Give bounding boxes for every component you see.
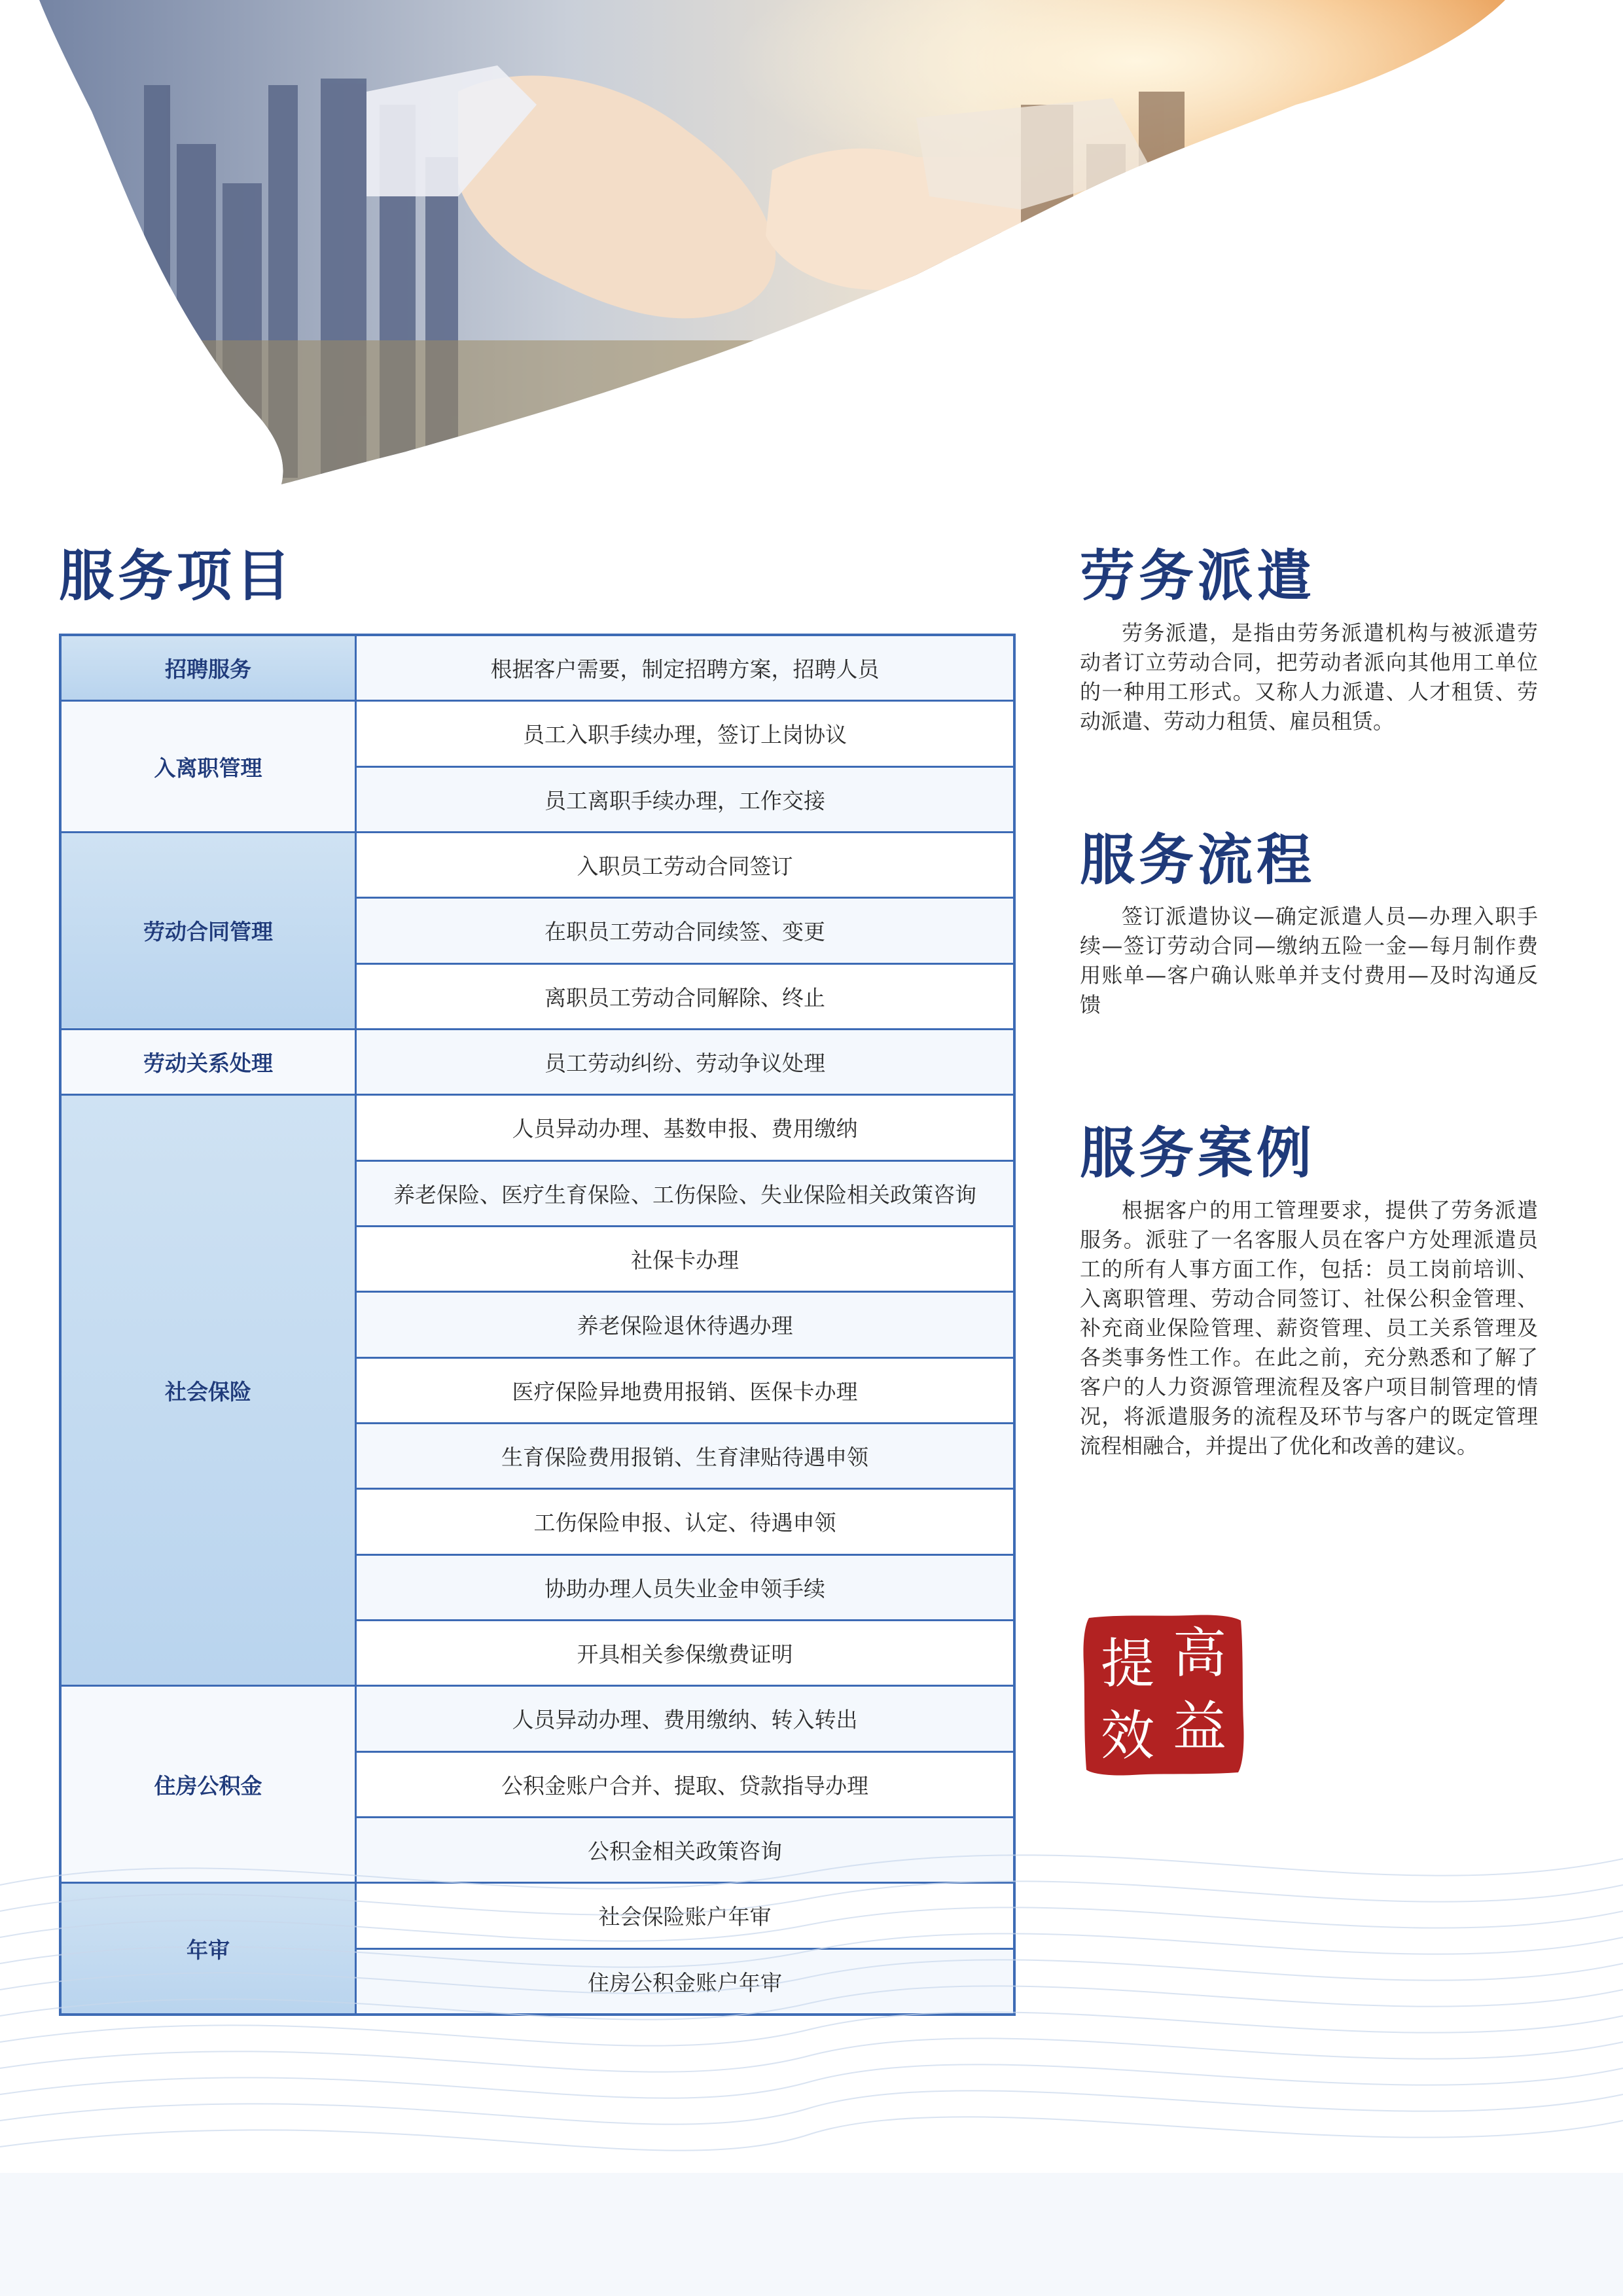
hero-banner <box>0 0 1623 511</box>
service-item-cell: 协助办理人员失业金申领手续 <box>356 1554 1015 1620</box>
service-item-cell: 开具相关参保缴费证明 <box>356 1620 1015 1685</box>
service-item-cell: 养老保险退休待遇办理 <box>356 1292 1015 1357</box>
dispatch-paragraph: 劳务派遣，是指由劳务派遣机构与被派遣劳动者订立劳动合同，把劳动者派向其他用工单位的一种用工形式。又称人力派遣、人才租赁、劳动派遣、劳动力租赁、雇员租赁。 <box>1080 620 1538 734</box>
service-item-cell: 离职员工劳动合同解除、终止 <box>356 963 1015 1029</box>
service-item-cell: 公积金相关政策咨询 <box>356 1817 1015 1882</box>
service-item-cell: 根据客户需要，制定招聘方案，招聘人员 <box>356 635 1015 701</box>
dispatch-title: 劳务派遣 <box>1080 544 1316 608</box>
seal-char-1: 高 <box>1172 1623 1226 1685</box>
service-item-cell: 员工离职手续办理，工作交接 <box>356 766 1015 832</box>
category-cell: 社会保险 <box>60 1095 356 1686</box>
case-paragraph: 根据客户的用工管理要求，提供了劳务派遣服务。派驻了一名客服人员在客户方处理派遣员工的所有人事方面工作，包括：员工岗前培训、入离职管理、劳动合同签订、社保公积金管理、补充商业保险管理、薪资管理、员工关系管理及各类事务性工作。在此之前，充分熟悉和了解了客户的人力资源管理流程及客户项目制管理的情况，将派遣服务的流程及环节与客户的既定管理流程相融合，并提出了优化和改善的建议。 <box>1080 1198 1538 1458</box>
decorative-waves <box>0 1715 1623 2296</box>
category-cell: 年审 <box>60 1883 356 2015</box>
handshake-city-image <box>0 0 1623 511</box>
service-item-cell: 公积金账户合并、提取、贷款指导办理 <box>356 1751 1015 1817</box>
seal-char-4: 效 <box>1100 1705 1154 1767</box>
seal-char-3: 提 <box>1100 1633 1154 1695</box>
service-item-cell: 工伤保险申报、认定、待遇申领 <box>356 1489 1015 1554</box>
process-paragraph: 签订派遣协议—确定派遣人员—办理入职手续—签订劳动合同—缴纳五险一金—每月制作费用账单—客户确认账单并支付费用—及时沟通反馈 <box>1080 904 1538 1017</box>
table-row <box>60 1095 1014 1160</box>
category-cell: 住房公积金 <box>60 1686 356 1883</box>
service-item-cell: 员工劳动纠纷、劳动争议处理 <box>356 1029 1015 1094</box>
service-item-cell: 医疗保险异地费用报销、医保卡办理 <box>356 1357 1015 1423</box>
category-cell: 入离职管理 <box>60 701 356 833</box>
process-title: 服务流程 <box>1080 828 1316 892</box>
service-item-cell: 员工入职手续办理，签订上岗协议 <box>356 701 1015 766</box>
service-item-cell: 养老保险、医疗生育保险、工伤保险、失业保险相关政策咨询 <box>356 1160 1015 1226</box>
table-row <box>60 832 1014 897</box>
service-items-title: 服务项目 <box>59 544 295 608</box>
service-item-cell: 入职员工劳动合同签订 <box>356 832 1015 897</box>
case-title: 服务案例 <box>1080 1121 1316 1185</box>
seal-char-2: 益 <box>1172 1696 1226 1758</box>
category-cell: 劳动合同管理 <box>60 832 356 1029</box>
service-item-cell: 住房公积金账户年审 <box>356 1948 1015 2015</box>
table-row <box>60 701 1014 766</box>
table-row <box>60 635 1014 701</box>
service-item-cell: 在职员工劳动合同续签、变更 <box>356 898 1015 963</box>
table-row <box>60 1029 1014 1094</box>
service-item-cell: 人员异动办理、基数申报、费用缴纳 <box>356 1095 1015 1160</box>
service-item-cell: 人员异动办理、费用缴纳、转入转出 <box>356 1686 1015 1751</box>
category-cell: 劳动关系处理 <box>60 1029 356 1094</box>
service-item-cell: 生育保险费用报销、生育津贴待遇申领 <box>356 1423 1015 1488</box>
category-cell: 招聘服务 <box>60 635 356 701</box>
service-item-cell: 社会保险账户年审 <box>356 1883 1015 1948</box>
service-item-cell: 社保卡办理 <box>356 1226 1015 1291</box>
